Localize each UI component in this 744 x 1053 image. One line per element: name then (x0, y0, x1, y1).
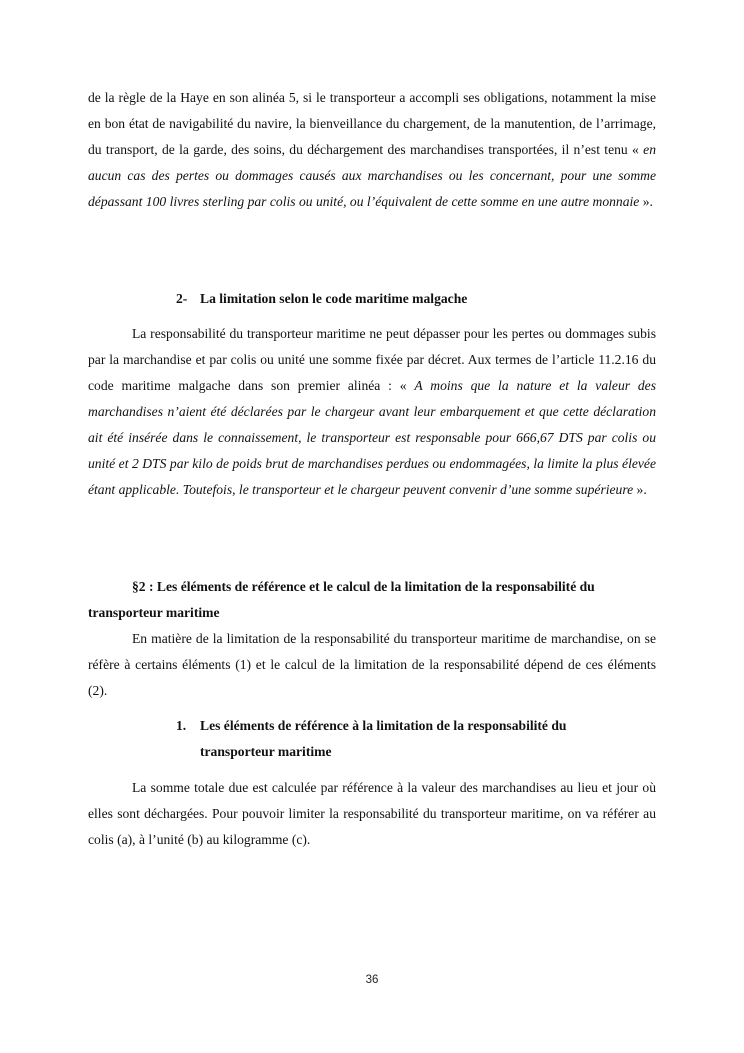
paragraph-2-quote: A moins que la nature et la valeur des marchandises n’aient été déclarées par le chargeur avant leur embarquement et que cette déclaration ait été insérée dans le connaissement, le transporteur est responsable pour 666,67 DTS par colis ou unité et 2 DTS par kilo de poids brut de marchandises perdues ou endommagées, la limite la plus élevée étant applicable. Toutefois, le transporteur et le chargeur peuvent convenir d’une somme supérieure (88, 378, 656, 497)
heading-1-title-line-2: transporteur maritime (200, 744, 332, 759)
paragraph-1-text (88, 85, 656, 215)
paragraph-2-end: ». (633, 482, 647, 497)
page-number: 36 (365, 974, 379, 986)
heading-malagasy-code (176, 286, 467, 312)
paragraph-reference-elements (88, 626, 656, 704)
heading-reference-elements (176, 713, 567, 739)
paragraph-2-normal: La responsabilité du transporteur maritime ne peut dépasser pour les pertes ou dommages subis par la marchandise et par colis ou unité une somme fixée par décret. Aux termes de l’article 11.2.16 du code maritime malgache dans son premier alinéa : « (88, 326, 656, 393)
paragraph-malagasy-code (88, 321, 656, 503)
heading-2-title: La limitation selon le code maritime malgache (200, 291, 468, 306)
paragraph-2-text (88, 321, 656, 503)
paragraph-3-text: En matière de la limitation de la responsabilité du transporteur maritime de marchandise, on se réfère à certains éléments (1) et le calcul de la limitation de la responsabilité dépend de ces éléments (2). (88, 631, 656, 698)
paragraph-total-sum (88, 775, 656, 853)
heading-1-number: 1. (176, 718, 187, 733)
paragraph-1-end: ». (639, 194, 653, 209)
paragraph-1-quote: en aucun cas des pertes ou dommages causés aux marchandises ou les concernant, pour une somme dépassant 100 livres sterling par colis ou unité, ou l’équivalent de cette somme en une autre monnaie (88, 142, 656, 209)
heading-2-number: 2- (176, 291, 188, 306)
section-heading-text: §2 : Les éléments de référence et le calcul de la limitation de la responsabilité du transporteur maritime (88, 579, 595, 620)
section-heading-2 (88, 574, 656, 626)
paragraph-hague-rules (88, 85, 656, 215)
paragraph-4-text: La somme totale due est calculée par référence à la valeur des marchandises au lieu et jour où elles sont déchargées. Pour pouvoir limiter la responsabilité du transporteur maritime, on va référer au colis (a), à l’unité (b) au kilogramme (c). (88, 780, 656, 847)
heading-1-title-line-1: Les éléments de référence à la limitation de la responsabilité du (200, 718, 567, 733)
paragraph-1-normal: de la règle de la Haye en son alinéa 5, si le transporteur a accompli ses obligations, notamment la mise en bon état de navigabilité du navire, la bienveillance du chargement, de la manutention, de l’arrimage, du transport, de la garde, des soins, du déchargement des marchandises transportées, il n’est tenu « (88, 90, 656, 157)
heading-reference-elements-continued (200, 739, 332, 765)
